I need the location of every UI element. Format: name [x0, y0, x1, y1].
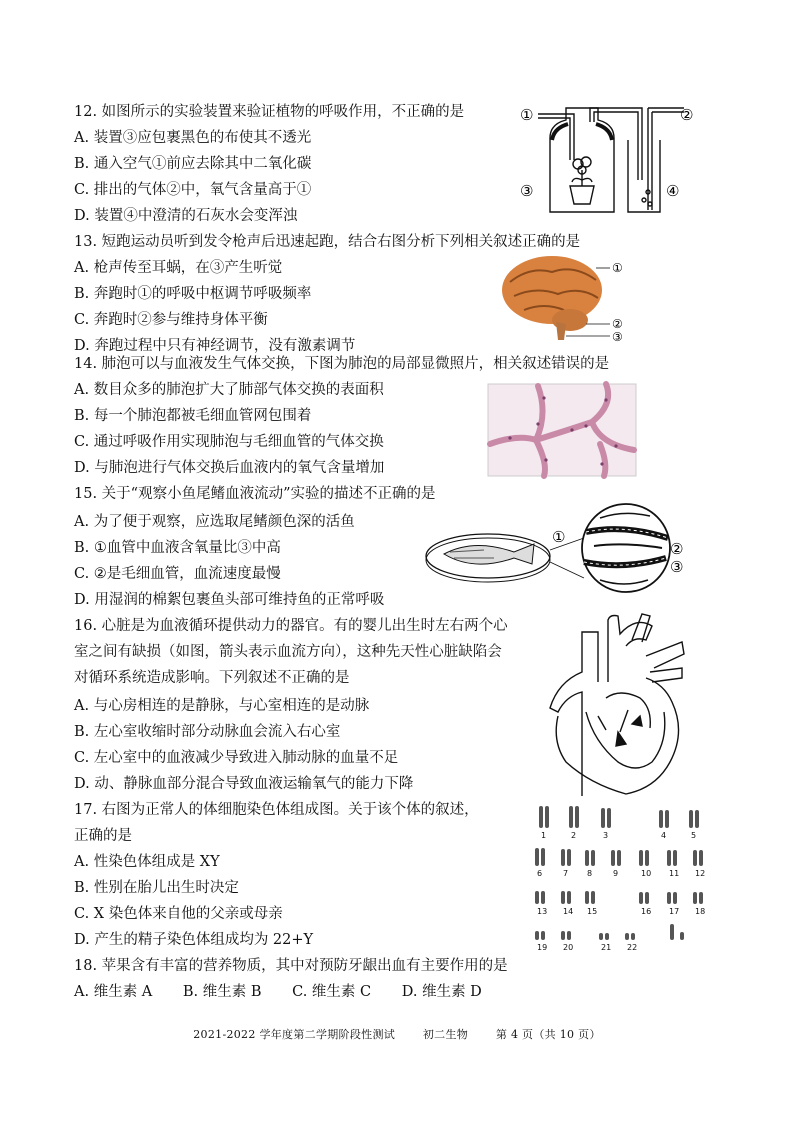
q13-option-d: D. 奔跑过程中只有神经调节，没有激素调节 [74, 338, 356, 354]
chromosome [673, 892, 677, 904]
chromosome [695, 810, 699, 828]
chromosome [665, 810, 669, 828]
q12-option-b: B. 通入空气①前应去除其中二氧化碳 [74, 156, 312, 172]
q13-stem: 13. 短跑运动员听到发令枪声后迅速起跑，结合右图分析下列相关叙述正确的是 [74, 234, 581, 250]
q14-alveoli-micrograph [488, 384, 636, 476]
chromosome [645, 850, 649, 866]
karyotype-number: 20 [563, 943, 574, 952]
q13-label-1: ① [612, 261, 623, 275]
q16-option-a: A. 与心房相连的是静脉，与心室相连的是动脉 [74, 698, 370, 714]
karyotype-number: 9 [613, 869, 619, 878]
q14-stem: 14. 肺泡可以与血液发生气体交换，下图为肺泡的局部显微照片，相关叙述错误的是 [74, 356, 610, 372]
karyotype-number: 14 [563, 907, 574, 916]
q15-option-d: D. 用湿润的棉絮包裹鱼头部可维持鱼的正常呼吸 [74, 592, 385, 608]
q17-option-a: A. 性染色体组成是 XY [74, 854, 220, 870]
page-footer [0, 1026, 794, 1042]
karyotype-number: 13 [537, 907, 548, 916]
karyotype-number: 21 [601, 943, 612, 952]
footer-subject: 初二生物 [422, 1028, 469, 1041]
chromosome [639, 850, 643, 866]
chromosome [541, 931, 545, 940]
q14-option-d: D. 与肺泡进行气体交换后血液内的氧气含量增加 [74, 460, 385, 476]
q15-label-2: ② [670, 540, 684, 558]
chromosome [659, 810, 663, 828]
karyotype-number: 2 [571, 831, 577, 840]
chromosome [561, 849, 565, 866]
q17-option-d: D. 产生的精子染色体组成均为 22+Y [74, 932, 314, 948]
q18-option-b: B. 维生素 B [182, 984, 262, 1000]
karyotype-number: 5 [691, 831, 697, 840]
chromosome [541, 891, 545, 904]
chromosome [591, 850, 595, 866]
q15-label-3: ③ [670, 558, 684, 576]
q14-option-b: B. 每一个肺泡都被毛细血管网包围着 [74, 408, 312, 424]
q17-stem-line2: 正确的是 [74, 828, 132, 844]
q16-option-b: B. 左心室收缩时部分动脉血会流入右心室 [74, 724, 341, 740]
q15-fish-tail-figure [424, 498, 688, 602]
chromosome [567, 849, 571, 866]
karyotype-number: 10 [641, 869, 652, 878]
q15-label-1: ① [552, 528, 566, 546]
chromosome [545, 806, 549, 828]
karyotype-number: 12 [695, 869, 706, 878]
chromosome [605, 933, 609, 940]
karyotype-number: 16 [641, 907, 652, 916]
chromosome [539, 806, 543, 828]
karyotype-number: 19 [537, 943, 548, 952]
q16-option-c: C. 左心室中的血液减少导致进入肺动脉的血量不足 [74, 750, 399, 766]
q18-option-c: C. 维生素 C [292, 984, 372, 1000]
chromosome [667, 850, 671, 866]
q18-stem: 18. 苹果含有丰富的营养物质，其中对预防牙龈出血有主要作用的是 [74, 958, 508, 974]
q12-apparatus-figure [516, 100, 698, 218]
chromosome [639, 892, 643, 904]
q12-label-4: ④ [666, 182, 680, 200]
karyotype-number: 15 [587, 907, 598, 916]
q12-option-c: C. 排出的气体②中，氧气含量高于① [74, 182, 312, 198]
q16-heart-figure [546, 612, 688, 800]
chromosome [591, 891, 595, 904]
chromosome [699, 892, 703, 904]
chromosome [611, 850, 615, 866]
q13-option-b: B. 奔跑时①的呼吸中枢调节呼吸频率 [74, 286, 312, 302]
karyotype-number: 18 [695, 907, 706, 916]
q13-label-2: ② [612, 317, 623, 331]
q16-stem-line3: 对循环系统造成影响。下列叙述不正确的是 [74, 670, 350, 686]
q15-option-c: C. ②是毛细血管，血流速度最慢 [74, 566, 281, 582]
q15-option-b: B. ①血管中血液含氧量比③中高 [74, 540, 281, 556]
karyotype-number: 8 [587, 869, 593, 878]
q18-options [74, 982, 508, 1002]
q15-stem: 15. 关于“观察小鱼尾鳍血液流动”实验的描述不正确的是 [74, 486, 436, 502]
chromosome [667, 892, 671, 904]
q18-option-a: A. 维生素 A [74, 984, 153, 1000]
sex-chromosome [680, 932, 684, 940]
chromosome [645, 892, 649, 904]
karyotype-number: 11 [669, 869, 680, 878]
chromosome [599, 933, 603, 940]
chromosome [567, 931, 571, 940]
karyotype-number: 17 [669, 907, 680, 916]
chromosome [699, 850, 703, 866]
q12-label-2: ② [680, 106, 694, 124]
q13-brain-figure [500, 252, 640, 348]
q15-option-a: A. 为了便于观察，应选取尾鳍颜色深的活鱼 [74, 514, 355, 530]
chromosome [689, 810, 693, 828]
q18-option-d: D. 维生素 D [401, 984, 482, 1000]
chromosome [585, 891, 589, 904]
chromosome [585, 850, 589, 866]
chromosome [535, 891, 539, 904]
sex-chromosome [670, 924, 674, 940]
chromosome [535, 931, 539, 940]
chromosome [693, 850, 697, 866]
chromosome [561, 931, 565, 940]
q14-option-c: C. 通过呼吸作用实现肺泡与毛细血管的气体交换 [74, 434, 384, 450]
karyotype-number: 4 [661, 831, 667, 840]
karyotype-number: 7 [563, 869, 569, 878]
q16-stem-line1: 16. 心脏是为血液循环提供动力的器官。有的婴儿出生时左右两个心 [74, 618, 508, 634]
karyotype-number: 22 [627, 943, 638, 952]
karyotype-number: 1 [541, 831, 547, 840]
q16-stem-line2: 室之间有缺损（如图，箭头表示血流方向），这种先天性心脏缺陷会 [74, 644, 502, 660]
q16-option-d: D. 动、静脉血部分混合导致血液运输氧气的能力下降 [74, 776, 414, 792]
chromosome [541, 848, 545, 866]
karyotype-number: 3 [603, 831, 609, 840]
chromosome [569, 806, 573, 828]
q17-karyotype-figure [524, 800, 708, 952]
q13-label-3: ③ [612, 330, 623, 344]
chromosome [535, 848, 539, 866]
q17-stem-line1: 17. 右图为正常人的体细胞染色体组成图。关于该个体的叙述， [74, 802, 479, 818]
q12-option-a: A. 装置③应包裹黑色的布使其不透光 [74, 130, 312, 146]
q17-option-b: B. 性别在胎儿出生时决定 [74, 880, 239, 896]
q12-label-3: ③ [520, 182, 534, 200]
chromosome [617, 850, 621, 866]
q13-option-a: A. 枪声传至耳蜗，在③产生听觉 [74, 260, 283, 276]
q13-option-c: C. 奔跑时②参与维持身体平衡 [74, 312, 268, 328]
footer-exam-title: 2021-2022 学年度第二学期阶段性测试 [193, 1028, 396, 1041]
chromosome [601, 808, 605, 828]
q17-option-c: C. X 染色体来自他的父亲或母亲 [74, 906, 283, 922]
q12-stem: 12. 如图所示的实验装置来验证植物的呼吸作用，不正确的是 [74, 104, 465, 120]
footer-page-number: 第 4 页（共 10 页） [495, 1028, 601, 1041]
karyotype-number: 6 [537, 869, 543, 878]
chromosome [673, 850, 677, 866]
chromosome [607, 808, 611, 828]
chromosome [575, 806, 579, 828]
chromosome [693, 892, 697, 904]
chromosome [631, 933, 635, 940]
q12-label-1: ① [520, 106, 534, 124]
q14-option-a: A. 数目众多的肺泡扩大了肺部气体交换的表面积 [74, 382, 384, 398]
chromosome [625, 933, 629, 940]
q12-option-d: D. 装置④中澄清的石灰水会变浑浊 [74, 208, 298, 224]
chromosome [567, 891, 571, 904]
chromosome [561, 891, 565, 904]
